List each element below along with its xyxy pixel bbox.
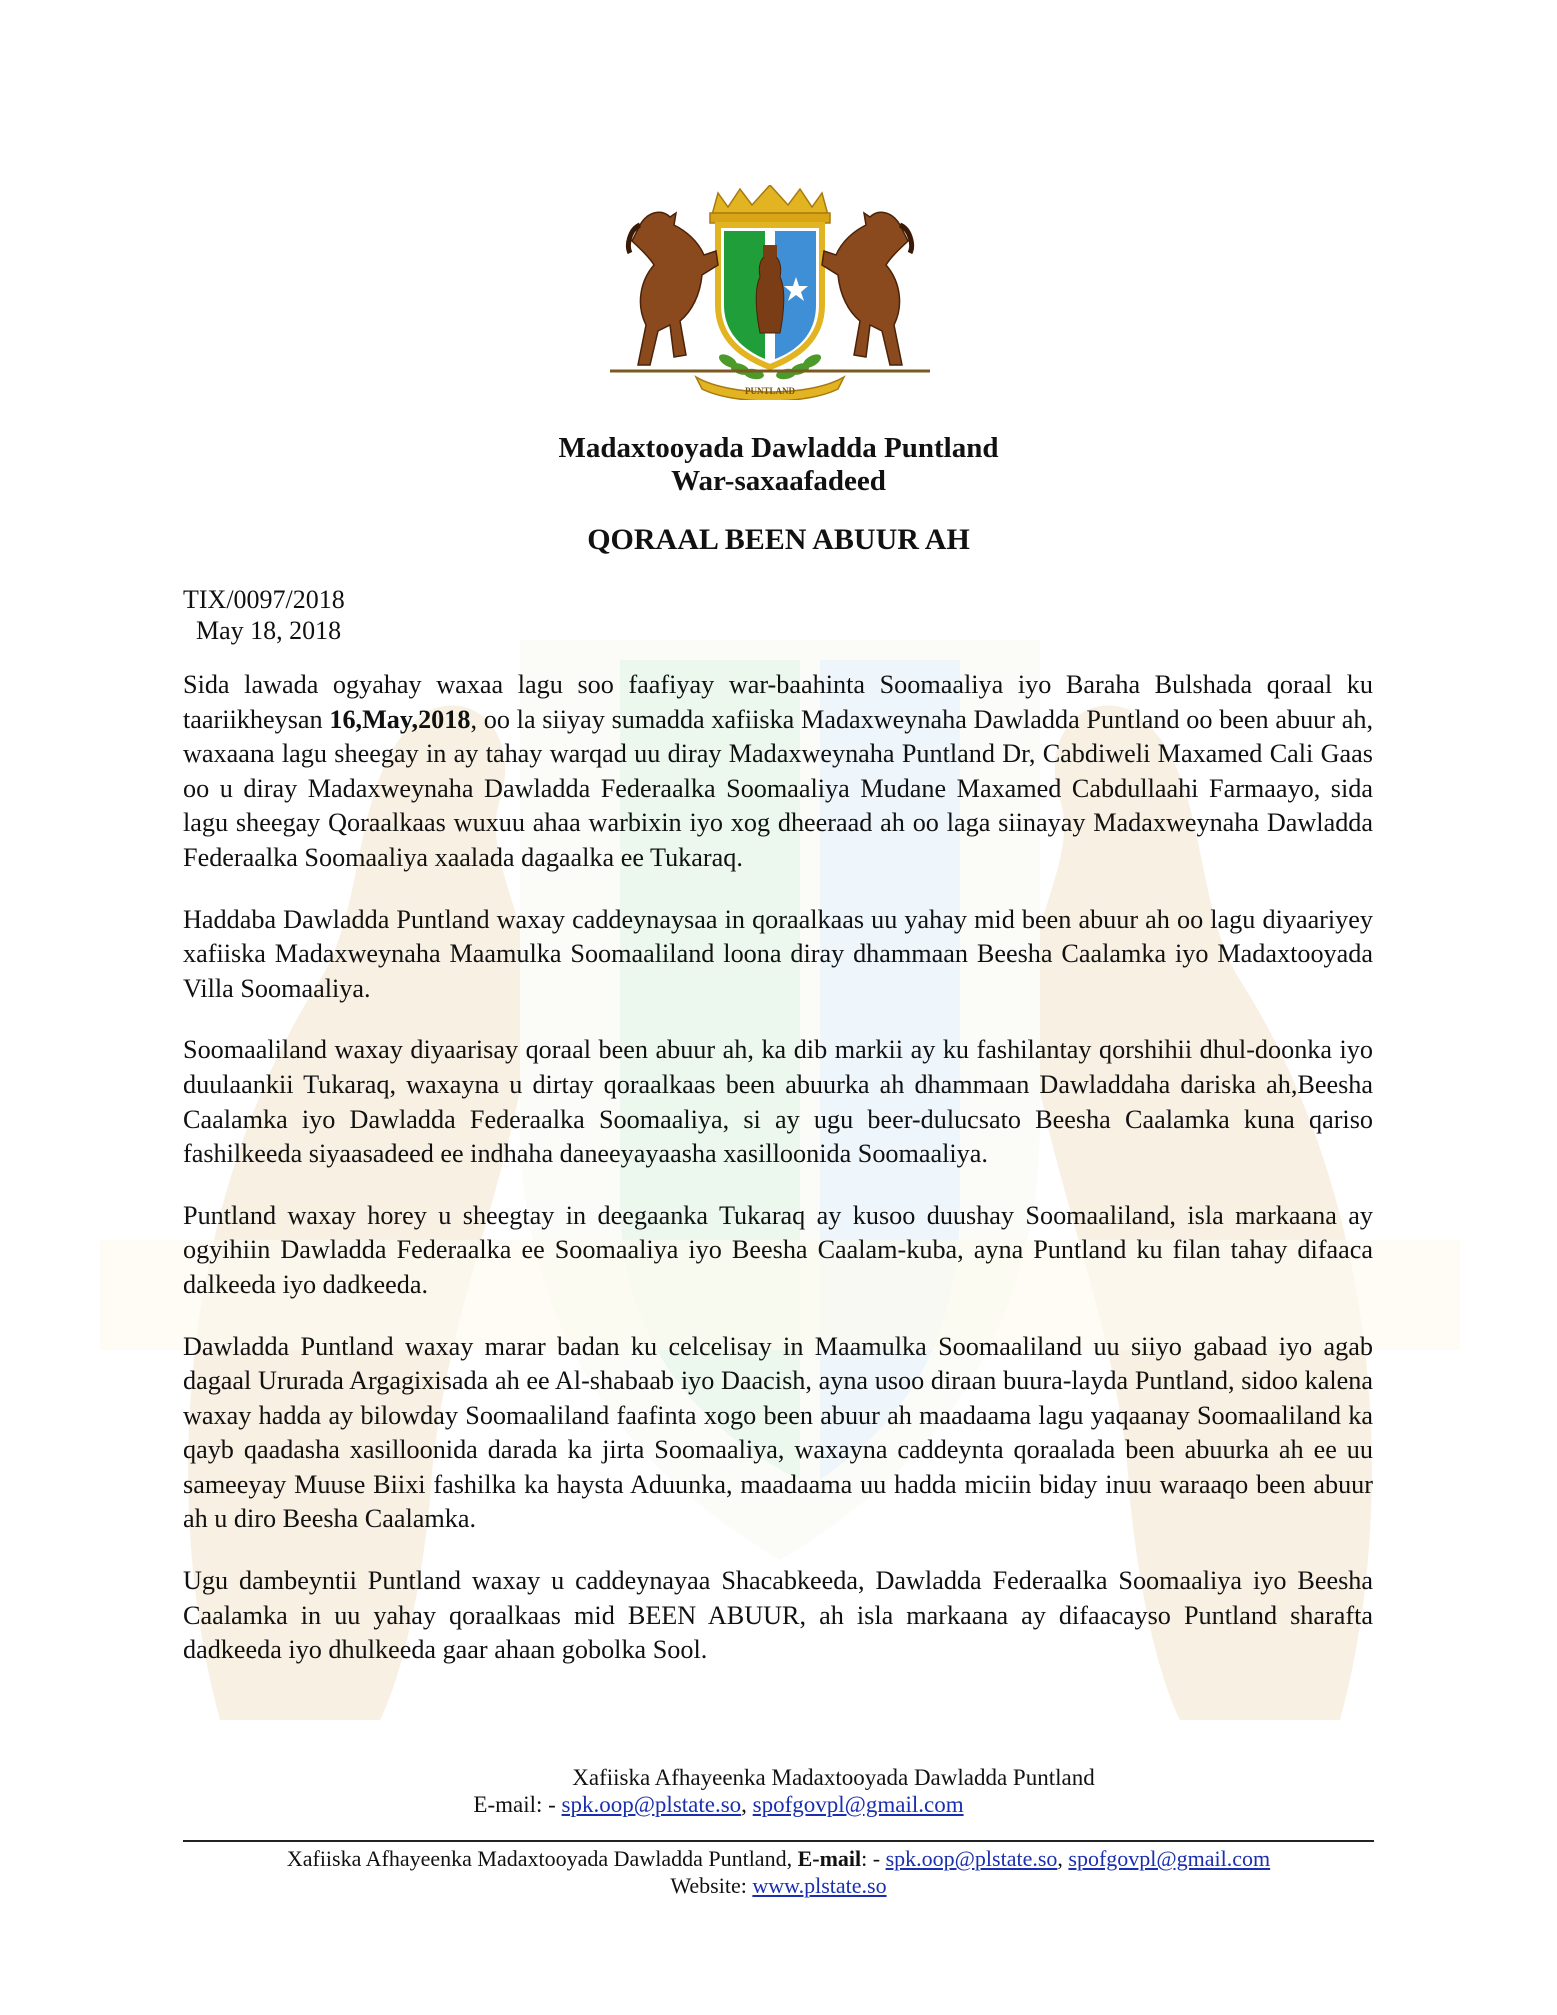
website-link[interactable]: www.plstate.so (752, 1873, 887, 1898)
paragraph-5: Dawladda Puntland waxay marar badan ku celcelisay in Maamulka Soomaaliland uu siiyo gabaad iyo agab dagaal Ururada Argagixisada ah ee Al-shabaab iyo Daacish, ayna usoo diraan buura-layda Puntland, sidoo kalena waxay hadda ay bilowday Soomaaliland faafinta xogo been abuur ah maadaama lagu yaqaanay Soomaaliland ka qayb qaadasha xasilloonida darada ka jirta Soomaaliya, waxayna caddeynta qoraalada been abuurka ah ee uu sameeyay Muuse Biixi fashilka ka haysta Aduunka, maadaama uu hadda miciin biday inuu waraaqo been abuur ah u diro Beesha Caalamka. (183, 1331, 1373, 1534)
office-heading: Madaxtooyada Dawladda Puntland (558, 432, 999, 464)
document-type: War-saxaafadeed (671, 465, 886, 497)
horse-left-icon (628, 212, 718, 365)
shield-icon (718, 225, 822, 367)
paragraph-2: Haddaba Dawladda Puntland waxay caddeynaysaa in qoraalkaas uu yahay mid been abuur ah oo lagu diyaariyey xafiiska Madaxweynaha Maamulka Soomaaliland loona diray dhammaan Beesha Caalamka iyo Madaxtooyada Villa Soomaaliya. (183, 904, 1373, 1003)
reference-block (183, 584, 345, 646)
signature-email-line: E-mail: - spk.oop@plstate.so, spofgovpl@gmail.com (473, 1792, 964, 1817)
paragraph-1: Sida lawada ogyahay waxaa lagu soo faafiyay war-baahinta Soomaaliya iyo Baraha Bulshada qoraal ku taariikheysan 16,May,2018, oo la siiyay sumadda xafiiska Madaxweynaha Dawladda Puntland oo been abuur ah, waxaana lagu sheegay in ay tahay warqad uu diray Madaxweynaha Puntland Dr, Cabdiweli Maxamed Cali Gaas oo u diray Madaxweynaha Dawladda Federaalka Soomaaliya Mudane Maxamed Cabdullaahi Farmaayo, sida lagu sheegay Qoraalkaas wuxuu ahaa warbixin iyo xog dheeraad ah oo laga siinayay Madaxweynaha Dawladda Federaalka Soomaaliya xaalada dagaalka ee Tukaraq. (183, 670, 1373, 872)
email-link-gmail[interactable]: spofgovpl@gmail.com (752, 1792, 964, 1817)
footer-contact-line: Xafiiska Afhayeenka Madaxtooyada Dawladda Puntland, E-mail: - spk.oop@plstate.so, spofgovpl@gmail.com (286, 1846, 1271, 1871)
footer-website-line: Website: www.plstate.so (670, 1873, 887, 1898)
highlighted-date: 16,May,2018 (329, 704, 471, 734)
horse-right-icon (822, 212, 912, 365)
footer-divider (183, 1840, 1374, 1842)
paragraph-6: Ugu dambeyntii Puntland waxay u caddeynayaa Shacabkeeda, Dawladda Federaalka Soomaaliya iyo Beesha Caalamka in uu yahay qoraalkaas mid BEEN ABUUR, ah isla markaana ay difaacayso Puntland sharafta dadkeeda iyo dhulkeeda gaar ahaan gobolka Sool. (183, 1566, 1373, 1665)
footer-email-link-gmail[interactable]: spofgovpl@gmail.com (1068, 1846, 1271, 1871)
signature-office: Xafiiska Afhayeenka Madaxtooyada Dawladda Puntland (572, 1765, 1095, 1790)
paragraph-4: Puntland waxay horey u sheegtay in deegaanka Tukaraq ay kusoo duushay Soomaaliland, isla markaana ay ogyihiin Dawladda Federaalka ee Soomaaliya iyo Beesha Caalam-kuba, ayna Puntland ku filan tahay difaaca dalkeeda iyo dadkeeda. (183, 1200, 1373, 1299)
email-link-official[interactable]: spk.oop@plstate.so (561, 1792, 742, 1817)
document-title: QORAAL BEEN ABUUR AH (587, 523, 970, 556)
footer-email-link-official[interactable]: spk.oop@plstate.so (885, 1846, 1058, 1871)
puntland-coat-of-arms (600, 185, 940, 400)
crown-icon (710, 185, 830, 223)
reference-date: May 18, 2018 (196, 616, 342, 645)
ribbon-text: PUNTLAND (744, 386, 796, 396)
paragraph-3: Soomaaliland waxay diyaarisay qoraal been abuur ah, ka dib markii ay ku fashilantay qorshihii dhul-doonka iyo duulaankii Tukaraq, waxayna u dirtay qoraalkaas been abuurka ah dhammaan Dawladdaha dariska ah,Beesha Caalamka iyo Dawladda Federaalka Soomaaliya, si ay ugu beer-dulucsato Beesha Caalamka kuna qariso fashilkeeda siyaasadeed ee indhaha daneeyayaasha xasilloonida Soomaaliya. (183, 1035, 1373, 1169)
press-release-body (183, 668, 1373, 1695)
reference-number: TIX/0097/2018 (183, 585, 345, 614)
